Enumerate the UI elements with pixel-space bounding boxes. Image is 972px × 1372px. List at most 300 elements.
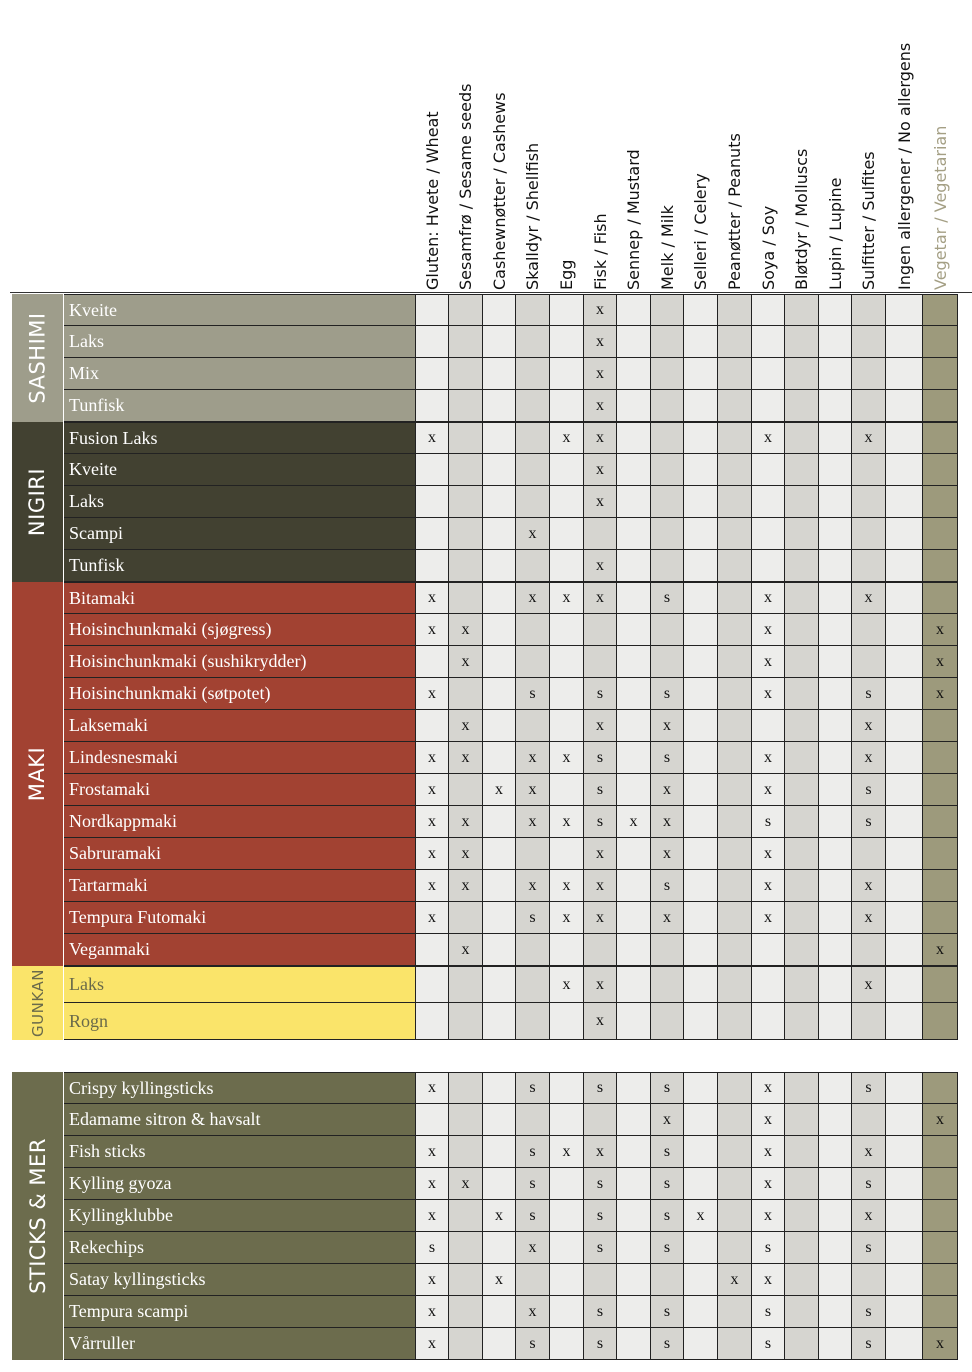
- table-row: [64, 870, 958, 902]
- allergen-cell-blotdyr-molluscs: [785, 614, 819, 645]
- allergen-cell-cashewnotter-cashews: [483, 614, 516, 645]
- allergen-cell-fisk-fish: [584, 1104, 617, 1135]
- allergen-cell-soya-soy: x: [752, 678, 785, 709]
- allergen-cell-egg: x: [550, 742, 584, 773]
- dish-name: Laks: [64, 967, 416, 1002]
- allergen-cell-melk-milk: s: [651, 1073, 684, 1103]
- allergen-cell-ingen-allergener-no-allergens: [886, 1264, 923, 1295]
- allergen-cell-selleri-celery: [684, 1104, 718, 1135]
- allergen-cell-fisk-fish: s: [584, 1200, 617, 1231]
- allergen-cell-gluten-hvete-wheat: [416, 550, 449, 581]
- allergen-cell-peanotter-peanuts: [718, 358, 752, 389]
- allergen-cell-blotdyr-molluscs: [785, 742, 819, 773]
- allergen-cell-gluten-hvete-wheat: x: [416, 614, 449, 645]
- allergen-cell-gluten-hvete-wheat: x: [416, 838, 449, 869]
- allergen-cell-skalldyr-shellfish: [516, 326, 550, 357]
- allergen-cell-sennep-mustard: [617, 1264, 651, 1295]
- allergen-cell-soya-soy: [752, 486, 785, 517]
- allergen-cell-blotdyr-molluscs: [785, 934, 819, 965]
- allergen-cell-peanotter-peanuts: [718, 934, 752, 965]
- allergen-cell-lupin-lupine: [819, 1136, 852, 1167]
- allergen-cell-skalldyr-shellfish: x: [516, 1296, 550, 1327]
- allergen-cell-sesamfro-sesame-seeds: [449, 326, 483, 357]
- dish-name: Mix: [64, 358, 416, 389]
- allergen-cell-blotdyr-molluscs: [785, 870, 819, 901]
- dish-name: Bitamaki: [64, 583, 416, 613]
- allergen-cell-peanotter-peanuts: [718, 774, 752, 805]
- allergen-cell-gluten-hvete-wheat: [416, 967, 449, 1002]
- table-row: [64, 1072, 958, 1104]
- allergen-cell-gluten-hvete-wheat: x: [416, 742, 449, 773]
- dish-name: Edamame sitron & havsalt: [64, 1104, 416, 1135]
- allergen-cell-melk-milk: [651, 646, 684, 677]
- allergen-cell-skalldyr-shellfish: s: [516, 902, 550, 933]
- allergen-cell-blotdyr-molluscs: [785, 838, 819, 869]
- allergen-cell-sesamfro-sesame-seeds: [449, 967, 483, 1002]
- allergen-cell-sulfitter-sulfites: [852, 934, 886, 965]
- allergen-cell-vegetar-vegetarian: [923, 774, 958, 805]
- dish-name: Hoisinchunkmaki (sushikrydder): [64, 646, 416, 677]
- allergen-cell-sulfitter-sulfites: [852, 390, 886, 421]
- allergen-cell-sesamfro-sesame-seeds: x: [449, 934, 483, 965]
- table-row: [64, 422, 958, 454]
- allergen-cell-ingen-allergener-no-allergens: [886, 486, 923, 517]
- allergen-cell-vegetar-vegetarian: [923, 1296, 958, 1327]
- allergen-cell-gluten-hvete-wheat: [416, 326, 449, 357]
- allergen-cell-fisk-fish: s: [584, 1296, 617, 1327]
- allergen-cell-lupin-lupine: [819, 295, 852, 325]
- allergen-cell-melk-milk: s: [651, 1328, 684, 1359]
- allergen-cell-selleri-celery: [684, 1168, 718, 1199]
- allergen-cell-cashewnotter-cashews: [483, 838, 516, 869]
- category-label: MAKI: [25, 746, 50, 802]
- allergen-cell-sulfitter-sulfites: x: [852, 423, 886, 453]
- column-header-melk-milk: Melk / Milk: [657, 205, 677, 290]
- table-row: [64, 294, 958, 326]
- allergen-cell-sulfitter-sulfites: [852, 326, 886, 357]
- allergen-cell-egg: [550, 295, 584, 325]
- allergen-cell-selleri-celery: x: [684, 1200, 718, 1231]
- allergen-cell-blotdyr-molluscs: [785, 518, 819, 549]
- allergen-cell-lupin-lupine: [819, 583, 852, 613]
- allergen-cell-sulfitter-sulfites: x: [852, 870, 886, 901]
- allergen-cell-gluten-hvete-wheat: x: [416, 774, 449, 805]
- table-row: [64, 1232, 958, 1264]
- allergen-cell-blotdyr-molluscs: [785, 678, 819, 709]
- allergen-cell-ingen-allergener-no-allergens: [886, 1168, 923, 1199]
- allergen-cell-ingen-allergener-no-allergens: [886, 550, 923, 581]
- allergen-cell-blotdyr-molluscs: [785, 1232, 819, 1263]
- allergen-cell-skalldyr-shellfish: [516, 1003, 550, 1039]
- allergen-cell-blotdyr-molluscs: [785, 486, 819, 517]
- allergen-cell-sesamfro-sesame-seeds: [449, 678, 483, 709]
- allergen-cell-vegetar-vegetarian: x: [923, 646, 958, 677]
- allergen-cell-fisk-fish: s: [584, 1232, 617, 1263]
- allergen-cell-gluten-hvete-wheat: s: [416, 1232, 449, 1263]
- allergen-cell-soya-soy: [752, 454, 785, 485]
- allergen-cell-blotdyr-molluscs: [785, 295, 819, 325]
- allergen-cell-gluten-hvete-wheat: x: [416, 678, 449, 709]
- allergen-cell-cashewnotter-cashews: [483, 486, 516, 517]
- allergen-cell-sennep-mustard: [617, 358, 651, 389]
- allergen-cell-peanotter-peanuts: [718, 454, 752, 485]
- allergen-cell-sennep-mustard: [617, 934, 651, 965]
- allergen-cell-fisk-fish: [584, 934, 617, 965]
- allergen-cell-sulfitter-sulfites: [852, 358, 886, 389]
- allergen-cell-gluten-hvete-wheat: x: [416, 583, 449, 613]
- allergen-cell-lupin-lupine: [819, 1200, 852, 1231]
- allergen-cell-ingen-allergener-no-allergens: [886, 295, 923, 325]
- allergen-cell-sulfitter-sulfites: s: [852, 1073, 886, 1103]
- allergen-cell-ingen-allergener-no-allergens: [886, 326, 923, 357]
- allergen-cell-selleri-celery: [684, 678, 718, 709]
- allergen-cell-vegetar-vegetarian: [923, 1200, 958, 1231]
- allergen-cell-vegetar-vegetarian: [923, 486, 958, 517]
- allergen-cell-fisk-fish: x: [584, 423, 617, 453]
- allergen-cell-peanotter-peanuts: [718, 838, 752, 869]
- allergen-cell-selleri-celery: [684, 742, 718, 773]
- allergen-cell-soya-soy: [752, 967, 785, 1002]
- allergen-cell-peanotter-peanuts: [718, 390, 752, 421]
- dish-name: Rekechips: [64, 1232, 416, 1263]
- allergen-cell-vegetar-vegetarian: [923, 423, 958, 453]
- allergen-cell-vegetar-vegetarian: [923, 742, 958, 773]
- table-row: [64, 678, 958, 710]
- allergen-cell-egg: x: [550, 806, 584, 837]
- allergen-cell-sulfitter-sulfites: x: [852, 967, 886, 1002]
- allergen-cell-skalldyr-shellfish: [516, 454, 550, 485]
- allergen-cell-melk-milk: [651, 390, 684, 421]
- dish-name: Laksemaki: [64, 710, 416, 741]
- table-row: [64, 614, 958, 646]
- allergen-cell-melk-milk: [651, 454, 684, 485]
- table-row: [64, 486, 958, 518]
- allergen-cell-ingen-allergener-no-allergens: [886, 423, 923, 453]
- allergen-cell-vegetar-vegetarian: [923, 1264, 958, 1295]
- column-header-vegetar-vegetarian: Vegetar / Vegetarian: [930, 125, 950, 290]
- allergen-cell-egg: [550, 1296, 584, 1327]
- allergen-cell-ingen-allergener-no-allergens: [886, 838, 923, 869]
- allergen-cell-melk-milk: s: [651, 1136, 684, 1167]
- allergen-cell-peanotter-peanuts: [718, 710, 752, 741]
- allergen-cell-sulfitter-sulfites: s: [852, 1232, 886, 1263]
- allergen-cell-melk-milk: s: [651, 870, 684, 901]
- allergen-cell-selleri-celery: [684, 583, 718, 613]
- allergen-cell-blotdyr-molluscs: [785, 710, 819, 741]
- allergen-cell-egg: [550, 1328, 584, 1359]
- allergen-cell-lupin-lupine: [819, 423, 852, 453]
- allergen-cell-blotdyr-molluscs: [785, 390, 819, 421]
- dish-name: Scampi: [64, 518, 416, 549]
- allergen-cell-egg: [550, 934, 584, 965]
- dish-name: Vårruller: [64, 1328, 416, 1359]
- allergen-cell-egg: x: [550, 583, 584, 613]
- allergen-cell-sesamfro-sesame-seeds: [449, 902, 483, 933]
- allergen-cell-sesamfro-sesame-seeds: [449, 1073, 483, 1103]
- allergen-cell-lupin-lupine: [819, 710, 852, 741]
- allergen-cell-egg: [550, 358, 584, 389]
- allergen-cell-selleri-celery: [684, 550, 718, 581]
- allergen-cell-sennep-mustard: [617, 838, 651, 869]
- allergen-cell-fisk-fish: x: [584, 550, 617, 581]
- allergen-cell-peanotter-peanuts: [718, 870, 752, 901]
- allergen-cell-cashewnotter-cashews: [483, 1073, 516, 1103]
- allergen-cell-soya-soy: s: [752, 1296, 785, 1327]
- allergen-cell-sesamfro-sesame-seeds: [449, 454, 483, 485]
- allergen-cell-soya-soy: x: [752, 1200, 785, 1231]
- allergen-cell-melk-milk: [651, 358, 684, 389]
- allergen-cell-skalldyr-shellfish: s: [516, 678, 550, 709]
- column-header-skalldyr-shellfish: Skalldyr / Shellfish: [523, 142, 542, 290]
- allergen-cell-lupin-lupine: [819, 1003, 852, 1039]
- allergen-cell-peanotter-peanuts: [718, 1073, 752, 1103]
- table-row: [64, 390, 958, 422]
- allergen-cell-vegetar-vegetarian: [923, 583, 958, 613]
- allergen-cell-melk-milk: s: [651, 1200, 684, 1231]
- allergen-cell-soya-soy: x: [752, 1136, 785, 1167]
- allergen-cell-egg: [550, 550, 584, 581]
- allergen-cell-sennep-mustard: [617, 423, 651, 453]
- allergen-cell-ingen-allergener-no-allergens: [886, 934, 923, 965]
- column-header-sennep-mustard: Sennep / Mustard: [624, 149, 643, 290]
- allergen-cell-skalldyr-shellfish: x: [516, 870, 550, 901]
- allergen-cell-soya-soy: [752, 1003, 785, 1039]
- allergen-cell-egg: [550, 774, 584, 805]
- allergen-cell-ingen-allergener-no-allergens: [886, 1073, 923, 1103]
- allergen-cell-selleri-celery: [684, 1232, 718, 1263]
- allergen-cell-vegetar-vegetarian: x: [923, 1328, 958, 1359]
- category-nigiri: [12, 422, 64, 582]
- allergen-cell-lupin-lupine: [819, 967, 852, 1002]
- allergen-cell-fisk-fish: [584, 614, 617, 645]
- allergen-cell-vegetar-vegetarian: [923, 1136, 958, 1167]
- table-row: [64, 358, 958, 390]
- allergen-cell-cashewnotter-cashews: [483, 358, 516, 389]
- allergen-cell-egg: [550, 390, 584, 421]
- allergen-cell-gluten-hvete-wheat: x: [416, 1264, 449, 1295]
- allergen-cell-sesamfro-sesame-seeds: [449, 1328, 483, 1359]
- table-row: [64, 902, 958, 934]
- column-header-blotdyr-molluscs: Bløtdyr / Molluscs: [792, 148, 811, 290]
- category-maki: [12, 582, 64, 966]
- table-row: [64, 454, 958, 486]
- allergen-cell-skalldyr-shellfish: s: [516, 1168, 550, 1199]
- allergen-cell-selleri-celery: [684, 774, 718, 805]
- allergen-cell-soya-soy: x: [752, 1104, 785, 1135]
- allergen-cell-cashewnotter-cashews: [483, 1136, 516, 1167]
- allergen-cell-sesamfro-sesame-seeds: [449, 518, 483, 549]
- allergen-cell-skalldyr-shellfish: [516, 838, 550, 869]
- allergen-cell-melk-milk: x: [651, 902, 684, 933]
- allergen-cell-sesamfro-sesame-seeds: [449, 1003, 483, 1039]
- allergen-cell-lupin-lupine: [819, 358, 852, 389]
- dish-name: Hoisinchunkmaki (søtpotet): [64, 678, 416, 709]
- allergen-cell-ingen-allergener-no-allergens: [886, 902, 923, 933]
- allergen-cell-fisk-fish: s: [584, 742, 617, 773]
- allergen-cell-skalldyr-shellfish: x: [516, 806, 550, 837]
- table-row: [64, 1328, 958, 1360]
- allergen-cell-fisk-fish: x: [584, 1136, 617, 1167]
- allergen-cell-selleri-celery: [684, 1296, 718, 1327]
- allergen-cell-vegetar-vegetarian: x: [923, 678, 958, 709]
- allergen-cell-skalldyr-shellfish: x: [516, 774, 550, 805]
- allergen-cell-soya-soy: [752, 326, 785, 357]
- allergen-cell-fisk-fish: [584, 1264, 617, 1295]
- allergen-cell-egg: [550, 1073, 584, 1103]
- allergen-cell-blotdyr-molluscs: [785, 423, 819, 453]
- allergen-cell-soya-soy: x: [752, 614, 785, 645]
- table-row: [64, 518, 958, 550]
- allergen-cell-lupin-lupine: [819, 1073, 852, 1103]
- allergen-cell-ingen-allergener-no-allergens: [886, 646, 923, 677]
- allergen-cell-melk-milk: x: [651, 1104, 684, 1135]
- allergen-cell-ingen-allergener-no-allergens: [886, 1296, 923, 1327]
- allergen-cell-fisk-fish: x: [584, 358, 617, 389]
- allergen-cell-vegetar-vegetarian: [923, 326, 958, 357]
- allergen-cell-soya-soy: x: [752, 838, 785, 869]
- allergen-cell-selleri-celery: [684, 1328, 718, 1359]
- allergen-cell-peanotter-peanuts: [718, 1200, 752, 1231]
- allergen-cell-peanotter-peanuts: [718, 550, 752, 581]
- allergen-cell-skalldyr-shellfish: [516, 1264, 550, 1295]
- allergen-cell-melk-milk: [651, 326, 684, 357]
- allergen-cell-sennep-mustard: [617, 390, 651, 421]
- allergen-cell-melk-milk: [651, 934, 684, 965]
- allergen-cell-sulfitter-sulfites: [852, 1264, 886, 1295]
- allergen-cell-skalldyr-shellfish: x: [516, 518, 550, 549]
- dish-name: Crispy kyllingsticks: [64, 1073, 416, 1103]
- allergen-cell-sennep-mustard: x: [617, 806, 651, 837]
- allergen-cell-sennep-mustard: [617, 1136, 651, 1167]
- allergen-cell-melk-milk: s: [651, 1232, 684, 1263]
- table-row: [64, 582, 958, 614]
- dish-name: Kylling gyoza: [64, 1168, 416, 1199]
- allergen-cell-fisk-fish: x: [584, 326, 617, 357]
- allergen-cell-cashewnotter-cashews: [483, 326, 516, 357]
- allergen-cell-ingen-allergener-no-allergens: [886, 1328, 923, 1359]
- allergen-cell-lupin-lupine: [819, 678, 852, 709]
- allergen-cell-sesamfro-sesame-seeds: [449, 1136, 483, 1167]
- allergen-cell-melk-milk: [651, 967, 684, 1002]
- allergen-cell-sulfitter-sulfites: x: [852, 1136, 886, 1167]
- allergen-cell-blotdyr-molluscs: [785, 1104, 819, 1135]
- allergen-cell-sesamfro-sesame-seeds: [449, 486, 483, 517]
- allergen-cell-selleri-celery: [684, 486, 718, 517]
- allergen-cell-ingen-allergener-no-allergens: [886, 1232, 923, 1263]
- allergen-cell-vegetar-vegetarian: [923, 550, 958, 581]
- allergen-cell-egg: x: [550, 423, 584, 453]
- allergen-cell-sulfitter-sulfites: [852, 1104, 886, 1135]
- allergen-cell-ingen-allergener-no-allergens: [886, 454, 923, 485]
- column-header-selleri-celery: Selleri / Celery: [691, 173, 710, 290]
- allergen-cell-peanotter-peanuts: [718, 1003, 752, 1039]
- allergen-cell-blotdyr-molluscs: [785, 902, 819, 933]
- dish-name: Tempura Futomaki: [64, 902, 416, 933]
- allergen-cell-sennep-mustard: [617, 742, 651, 773]
- allergen-cell-sulfitter-sulfites: [852, 486, 886, 517]
- dish-name: Fusion Laks: [64, 423, 416, 453]
- allergen-cell-cashewnotter-cashews: [483, 934, 516, 965]
- allergen-cell-lupin-lupine: [819, 1264, 852, 1295]
- allergen-cell-sulfitter-sulfites: [852, 614, 886, 645]
- allergen-cell-ingen-allergener-no-allergens: [886, 774, 923, 805]
- allergen-cell-egg: [550, 1003, 584, 1039]
- allergen-cell-gluten-hvete-wheat: [416, 710, 449, 741]
- allergen-cell-lupin-lupine: [819, 742, 852, 773]
- allergen-cell-sennep-mustard: [617, 486, 651, 517]
- allergen-cell-sesamfro-sesame-seeds: [449, 550, 483, 581]
- allergen-cell-lupin-lupine: [819, 902, 852, 933]
- allergen-cell-melk-milk: s: [651, 1168, 684, 1199]
- allergen-cell-sulfitter-sulfites: s: [852, 678, 886, 709]
- allergen-cell-sulfitter-sulfites: x: [852, 710, 886, 741]
- allergen-cell-vegetar-vegetarian: [923, 870, 958, 901]
- allergen-cell-blotdyr-molluscs: [785, 358, 819, 389]
- allergen-cell-sesamfro-sesame-seeds: [449, 774, 483, 805]
- allergen-cell-fisk-fish: x: [584, 870, 617, 901]
- allergen-cell-melk-milk: s: [651, 1296, 684, 1327]
- allergen-cell-skalldyr-shellfish: s: [516, 1073, 550, 1103]
- allergen-cell-fisk-fish: [584, 646, 617, 677]
- table-row: [64, 806, 958, 838]
- column-header-cashewnotter-cashews: Cashewnøtter / Cashews: [489, 92, 509, 290]
- allergen-cell-lupin-lupine: [819, 550, 852, 581]
- allergen-cell-sulfitter-sulfites: x: [852, 1200, 886, 1231]
- allergen-cell-fisk-fish: s: [584, 1168, 617, 1199]
- allergen-cell-vegetar-vegetarian: [923, 518, 958, 549]
- table-row: [64, 1200, 958, 1232]
- allergen-cell-lupin-lupine: [819, 518, 852, 549]
- allergen-cell-selleri-celery: [684, 1136, 718, 1167]
- allergen-cell-cashewnotter-cashews: [483, 550, 516, 581]
- allergen-cell-selleri-celery: [684, 902, 718, 933]
- allergen-cell-soya-soy: x: [752, 646, 785, 677]
- allergen-cell-vegetar-vegetarian: x: [923, 934, 958, 965]
- allergen-cell-sennep-mustard: [617, 454, 651, 485]
- allergen-cell-lupin-lupine: [819, 774, 852, 805]
- allergen-cell-skalldyr-shellfish: [516, 614, 550, 645]
- allergen-cell-sennep-mustard: [617, 678, 651, 709]
- allergen-cell-ingen-allergener-no-allergens: [886, 742, 923, 773]
- dish-name: Sabruramaki: [64, 838, 416, 869]
- allergen-cell-vegetar-vegetarian: [923, 806, 958, 837]
- allergen-cell-egg: [550, 486, 584, 517]
- allergen-cell-blotdyr-molluscs: [785, 1168, 819, 1199]
- allergen-cell-soya-soy: [752, 518, 785, 549]
- allergen-cell-cashewnotter-cashews: [483, 295, 516, 325]
- table-row: [64, 838, 958, 870]
- table-row: [64, 646, 958, 678]
- allergen-cell-cashewnotter-cashews: [483, 1232, 516, 1263]
- allergen-cell-cashewnotter-cashews: [483, 454, 516, 485]
- allergen-cell-lupin-lupine: [819, 838, 852, 869]
- allergen-cell-soya-soy: x: [752, 1264, 785, 1295]
- dish-name: Kyllingklubbe: [64, 1200, 416, 1231]
- allergen-cell-soya-soy: x: [752, 774, 785, 805]
- allergen-cell-cashewnotter-cashews: [483, 518, 516, 549]
- allergen-cell-selleri-celery: [684, 806, 718, 837]
- allergen-cell-selleri-celery: [684, 967, 718, 1002]
- allergen-cell-sennep-mustard: [617, 518, 651, 549]
- allergen-cell-vegetar-vegetarian: [923, 390, 958, 421]
- allergen-cell-vegetar-vegetarian: [923, 838, 958, 869]
- allergen-cell-fisk-fish: x: [584, 967, 617, 1002]
- category-label: GUNKAN: [28, 969, 47, 1037]
- allergen-cell-blotdyr-molluscs: [785, 1003, 819, 1039]
- allergen-cell-fisk-fish: s: [584, 774, 617, 805]
- allergen-cell-lupin-lupine: [819, 1232, 852, 1263]
- dish-name: Rogn: [64, 1003, 416, 1039]
